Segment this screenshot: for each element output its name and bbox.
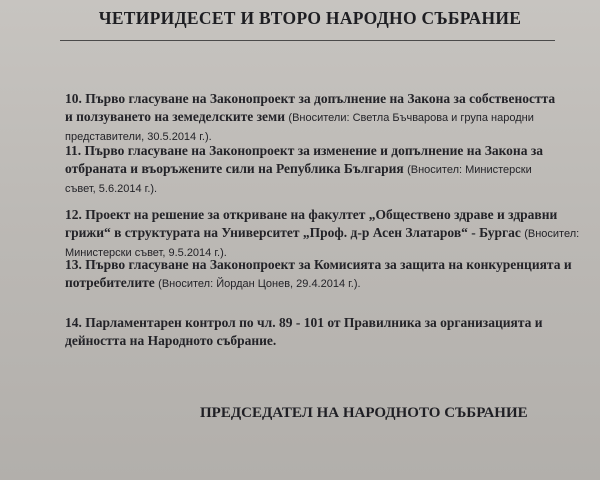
agenda-item-source: (Вносител: Йордан Цонев, 29.4.2014 г.). xyxy=(158,278,361,290)
agenda-item-10 xyxy=(65,90,560,146)
agenda-item-11 xyxy=(65,142,563,198)
agenda-item-13 xyxy=(65,256,580,293)
agenda-item-text: 13. Първо гласуване на Законопроект за Комисията за защита на конкуренцията и потребителите xyxy=(65,257,572,290)
agenda-item-text: 14. Парламентарен контрол по чл. 89 - 101 от Правилника за организацията и дейността на Народното събрание. xyxy=(65,315,543,348)
document-footer: ПРЕДСЕДАТЕЛ НА НАРОДНОТО СЪБРАНИЕ xyxy=(200,405,528,421)
agenda-item-text: 11. Първо гласуване на Законопроект за изменение и допълнение на Закона за отбраната и въоръжените сили на Република България xyxy=(65,143,543,176)
agenda-item-text: 10. Първо гласуване на Законопроект за допълнение на Закона за собствеността и ползуването на земеделските земи xyxy=(65,91,556,124)
header-divider xyxy=(60,40,555,41)
agenda-item-source: (Вносител: Министерски съвет, 5.6.2014 г.). xyxy=(65,164,532,195)
agenda-item-text: 12. Проект на решение за откриване на факултет „Обществено здраве и здравни грижи“ в структурата на Университет „Проф. д-р Асен Златаров“ - Бургас xyxy=(65,207,558,240)
agenda-item-source: (Вносители: Светла Бъчварова и група народни представители, 30.5.2014 г.). xyxy=(65,112,534,143)
agenda-item-source: (Вносител: Министерски съвет, 9.5.2014 г.). xyxy=(65,228,580,259)
agenda-item-14 xyxy=(65,314,585,350)
agenda-item-12 xyxy=(65,206,580,262)
document-header: ЧЕТИРИДЕСЕТ И ВТОРО НАРОДНО СЪБРАНИЕ xyxy=(98,8,522,28)
